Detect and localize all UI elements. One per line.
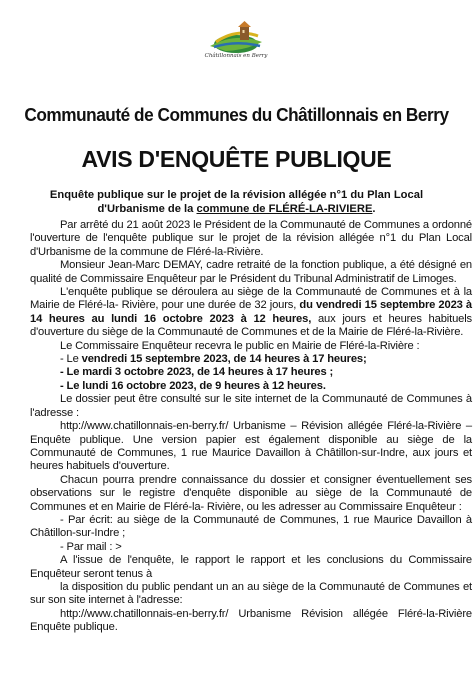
paragraph-website: http://www.chatillonnais-en-berry.fr/ Urbanisme – Révision allégée Fléré-la-Rivière – Enquête publique. Une version papier est également disponible au siège de la Communauté de Communes, 1 rue Maurice Davaillon à Châtillon-sur-Indre, aux jours et heures habituels d'ouverture. xyxy=(30,420,472,473)
paragraph-commissioner: Monsieur Jean-Marc DEMAY, cadre retraité de la fonction publique, a été désigné en qualité de Commissaire Enquêteur par le Président du Tribunal Administratif de Limoges. xyxy=(30,259,472,285)
paragraph-order: Par arrêté du 21 août 2023 le Président de la Communauté de Communes a ordonné l'ouverture de l'enquête publique sur le projet de la révision allégée n°1 du Plan Local d'Urbanisme de la commune de Fléré-la-Rivière. xyxy=(30,219,472,258)
duration-dates: du vendredi 15 septembre 2023 à 14 heures au lundi 16 octobre 2023 à 12 heures, xyxy=(30,299,472,325)
paragraph-by-mail: - Par mail : > xyxy=(60,540,122,553)
paragraph-report-website: http://www.chatillonnais-en-berry.fr/ Urbanisme Révision allégée Fléré-la-Rivière Enquête publique. xyxy=(30,607,472,634)
subtitle-line-2 xyxy=(20,203,453,216)
paragraph-report: A l'issue de l'enquête, le rapport le rapport et les conclusions du Commissaire Enquêteur seront tenus à xyxy=(30,554,472,580)
list-item-date: - Le mardi 3 octobre 2023, de 14 heures à 17 heures ; xyxy=(60,366,334,379)
community-logo xyxy=(196,20,276,68)
paragraph-availability: la disposition du public pendant un an au siège de la Communauté de Communes et sur son site internet à l'adresse: xyxy=(30,580,472,607)
paragraph-reception: Le Commissaire Enquêteur recevra le public en Mairie de Fléré-la-Rivière : xyxy=(60,339,420,352)
organization-name: Communauté de Communes du Châtillonnais en Berry xyxy=(24,104,449,125)
duration-text: L'enquête publique se déroulera au siège de la Communauté de Communes et à la Mairie de Fléré-la- Rivière, pour une durée de 32 jours, xyxy=(30,286,472,312)
duration-text-end: aux jours et heures habituels d'ouverture du siège de la Communauté de Communes et de la Mairie de Fléré-la-Rivière. xyxy=(30,312,472,339)
logo-caption: Châtillonnais en Berry xyxy=(204,53,268,59)
paragraph-consultation: Le dossier peut être consulté sur le site internet de la Communauté de Communes à l'adresse : xyxy=(30,393,472,419)
list-item-prefix: - Le xyxy=(60,353,82,366)
subtitle-line-2-prefix: d'Urbanisme de la xyxy=(97,203,197,215)
notice-title: AVIS D'ENQUÊTE PUBLIQUE xyxy=(81,146,392,172)
list-item xyxy=(30,380,472,393)
list-item-date: - Le lundi 16 octobre 2023, de 9 heures à 12 heures. xyxy=(60,379,326,392)
subtitle-line-2-suffix: . xyxy=(372,203,376,215)
notice-body xyxy=(30,219,472,635)
paragraph-observations: Chacun pourra prendre connaissance du dossier et consigner éventuellement ses observations sur le registre d'enquête disponible au siège de la Communauté de Communes et en Mairie de Fléré-la- Rivière, ou les adresser au Commissaire Enquêteur : xyxy=(30,473,472,513)
subtitle-commune: commune de FLÉRÉ-LA-RIVIERE xyxy=(196,203,373,215)
subtitle-line-1: Enquête publique sur le projet de la révision allégée n°1 du Plan Local xyxy=(49,189,424,201)
list-item xyxy=(30,353,472,366)
list-item-date: vendredi 15 septembre 2023, de 14 heures à 17 heures; xyxy=(81,353,367,366)
list-item xyxy=(30,366,472,379)
paragraph-duration xyxy=(30,286,472,340)
paragraph-by-letter: - Par écrit: au siège de la Communauté de Communes, 1 rue Maurice Davaillon à Châtillon-sur-Indre ; xyxy=(30,513,472,540)
